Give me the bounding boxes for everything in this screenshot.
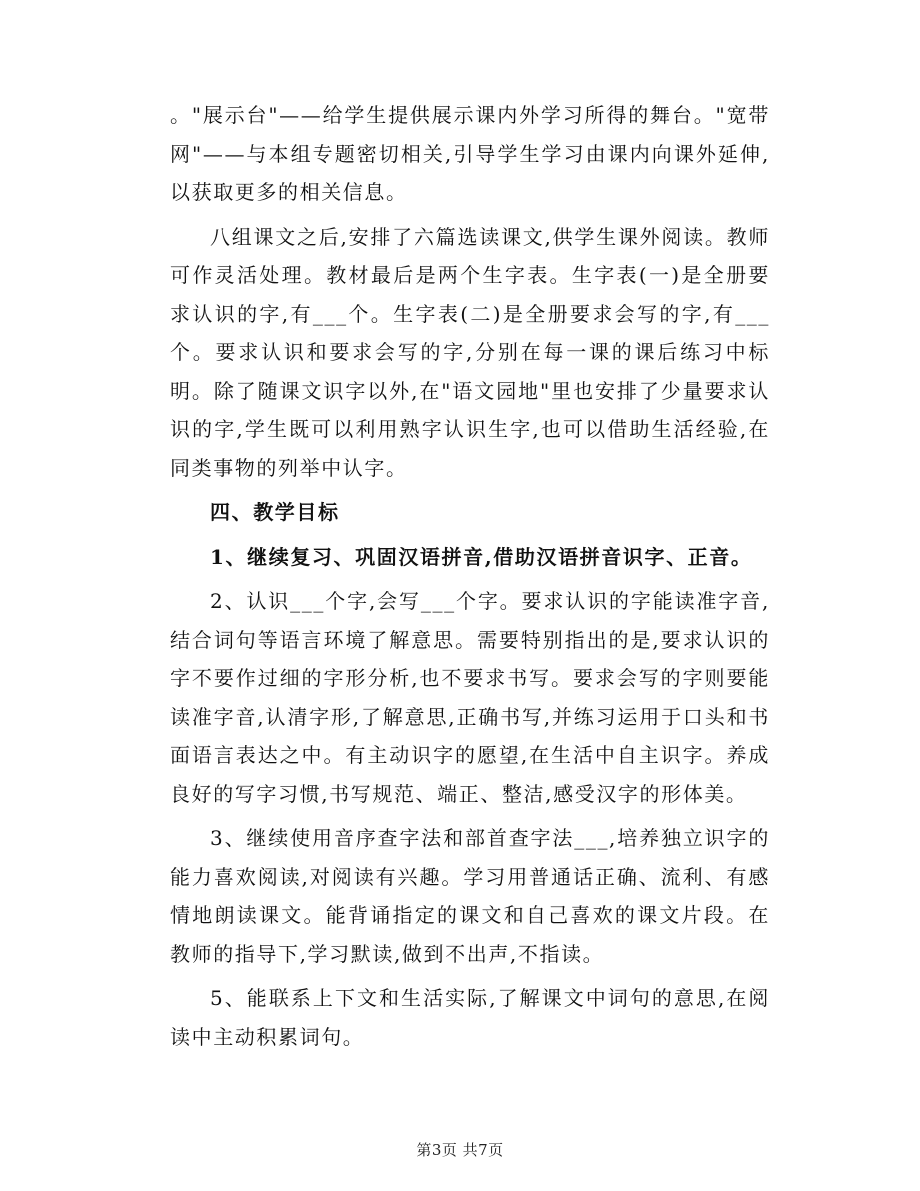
section-heading-teaching-goals: 四、教学目标 [210,500,340,524]
paragraph-reading-arrangement: 八组课文之后,安排了六篇选读课文,供学生课外阅读。教师可作灵活处理。教材最后是两个生字表。生字表(一)是全册要求认识的字,有___个。生字表(二)是全册要求会写的字,有___个。要求认识和要求会写的字,分别在每一课的课后练习中标明。除了随课文识字以外,在"语文园地"里也安排了少量要求认识的字,学生既可以利用熟字认识生字,也可以借助生活经验,在同类事物的列举中认字。 [170,224,770,480]
goal-item-3: 3、继续使用音序查字法和部首查字法___,培养独立识字的能力喜欢阅读,对阅读有兴趣。学习用普通话正确、流利、有感情地朗读课文。能背诵指定的课文和自己喜欢的课文片段。在教师的指导下,学习默读,做到不出声,不指读。 [170,826,770,966]
paragraph-intro-continuation: 。"展示台"——给学生提供展示课内外学习所得的舞台。"宽带网"——与本组专题密切相关,引导学生学习由课内向课外延伸,以获取更多的相关信息。 [170,103,770,204]
page-number-footer: 第3页 共7页 [416,1141,504,1159]
goal-item-5: 5、能联系上下文和生活实际,了解课文中词句的意思,在阅读中主动积累词句。 [170,986,770,1049]
goal-item-1: 1、继续复习、巩固汉语拼音,借助汉语拼音识字、正音。 [210,544,753,569]
document-body [170,96,770,1062]
goal-item-2: 2、认识___个字,会写___个字。要求认识的字能读准字音,结合词句等语言环境了解意思。需要特别指出的是,要求认识的字不要作过细的字形分析,也不要求书写。要求会写的字则要能读准字音,认清字形,了解意思,正确书写,并练习运用于口头和书面语言表达之中。有主动识字的愿望,在生活中自主识字。养成良好的写字习惯,书写规范、端正、整洁,感受汉字的形体美。 [170,589,770,806]
